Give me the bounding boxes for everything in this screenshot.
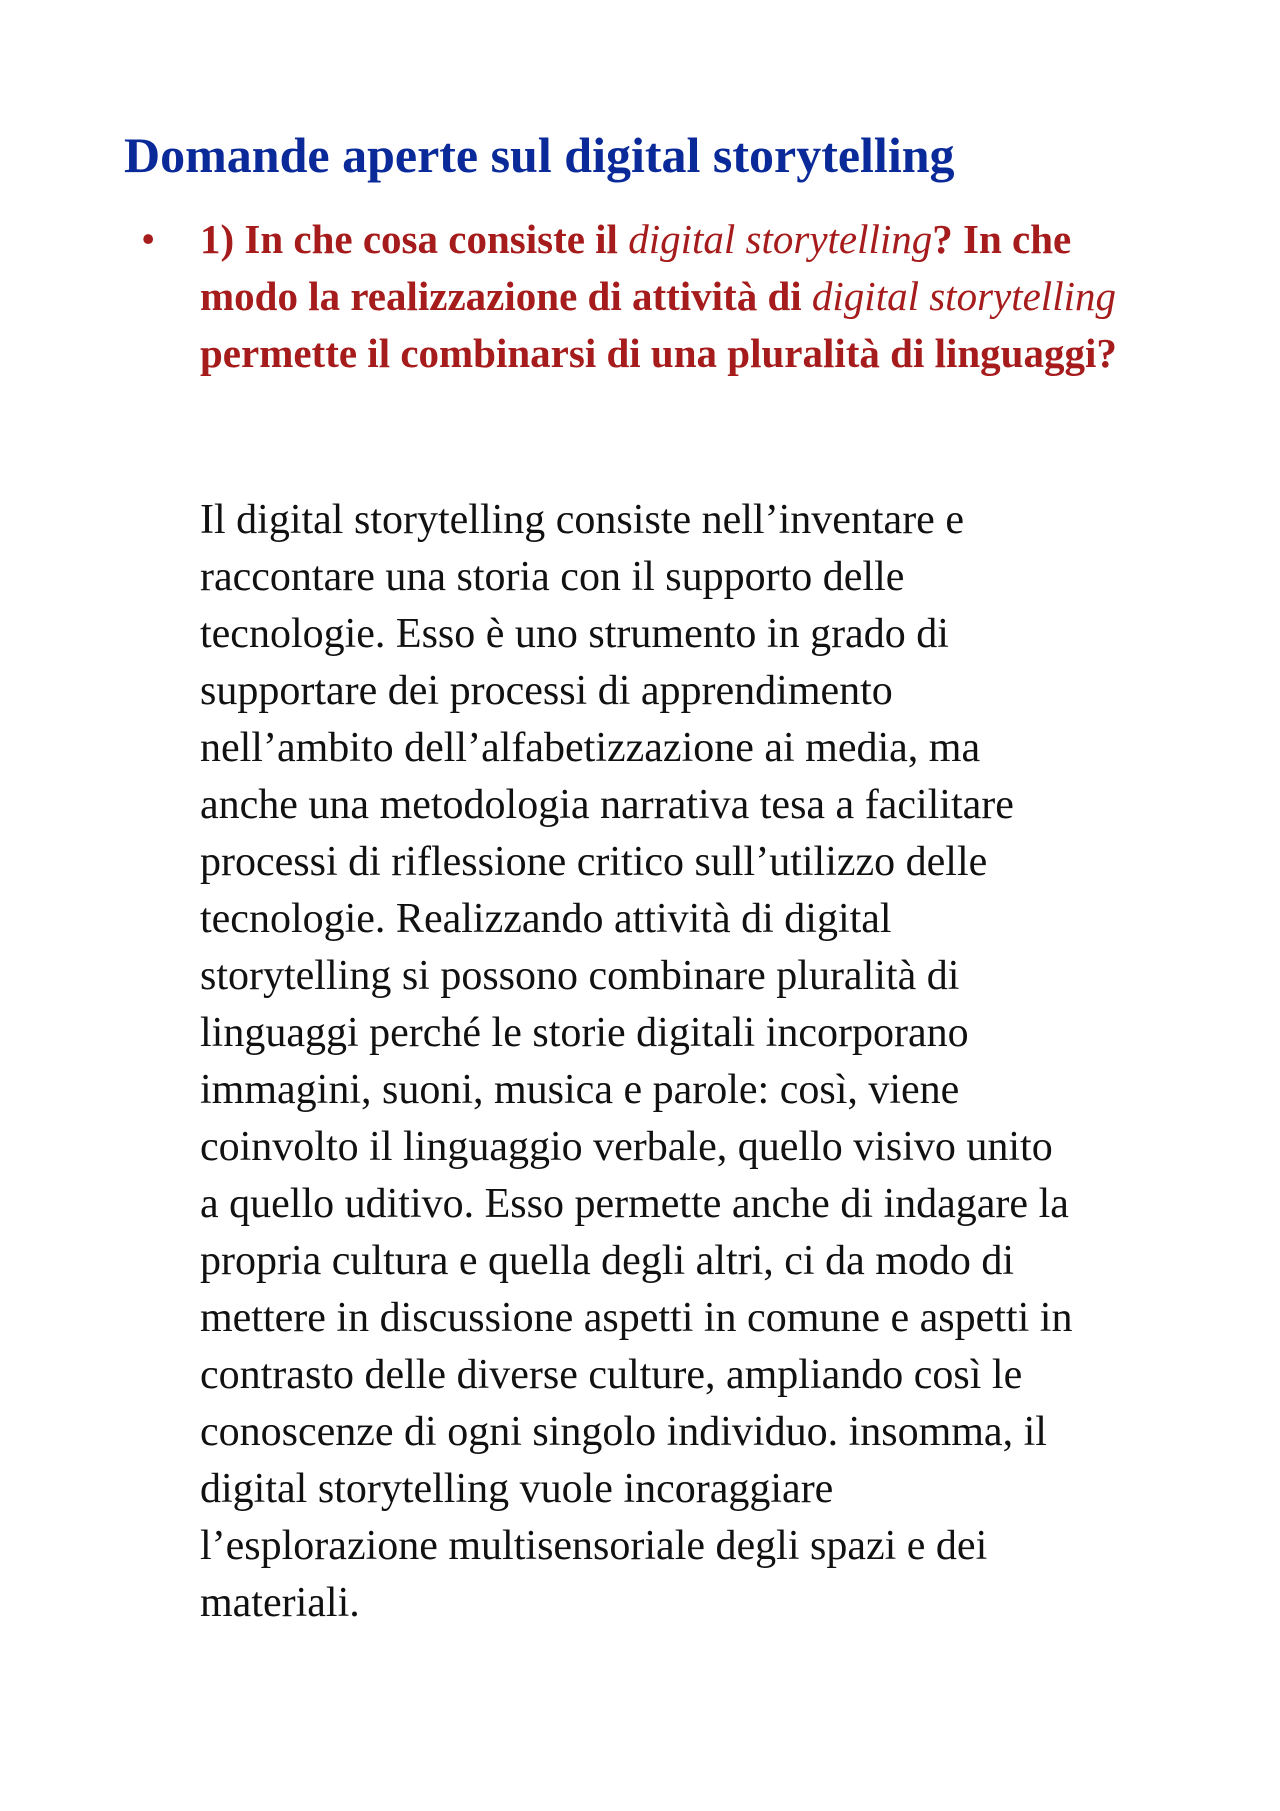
answer-line: processi di riflessione critico sull’utilizzo delle [200,839,988,885]
question-emphasis: digital storytelling [811,273,1116,319]
answer-line: tecnologie. Realizzando attività di digital [200,896,892,942]
answer-paragraph [200,492,1180,1632]
answer-line: contrasto delle diverse culture, ampliando così le [200,1352,1023,1398]
answer-line: digital storytelling vuole incoraggiare [200,1466,834,1512]
answer-line: Il digital storytelling consiste nell’inventare e [200,497,964,543]
question-emphasis: digital storytelling [628,216,933,262]
question-part: permette il combinarsi di una pluralità di linguaggi? [200,330,1117,376]
answer-line: tecnologie. Esso è uno strumento in grado di [200,611,949,657]
answer-line: materiali. [200,1580,360,1626]
answer-line: coinvolto il linguaggio verbale, quello visivo unito [200,1124,1053,1170]
answer-line: a quello uditivo. Esso permette anche di indagare la [200,1181,1069,1227]
bullet-icon: • [141,216,156,262]
answer-line: storytelling si possono combinare pluralità di [200,953,960,999]
answer-line: l’esplorazione multisensoriale degli spazi e dei [200,1523,988,1569]
answer-line: supportare dei processi di apprendimento [200,668,893,714]
question-part: ? In che modo la realizzazione di attività di [200,216,1072,319]
page-title: Domande aperte sul digital storytelling [124,127,955,183]
question-part: 1) In che cosa consiste il [200,216,629,262]
answer-line: conoscenze di ogni singolo individuo. insomma, il [200,1409,1047,1455]
answer-line: immagini, suoni, musica e parole: così, viene [200,1067,960,1113]
answer-line: linguaggi perché le storie digitali incorporano [200,1010,969,1056]
answer-line: propria cultura e quella degli altri, ci da modo di [200,1238,1015,1284]
answer-line: nell’ambito dell’alfabetizzazione ai media, ma [200,725,981,771]
question-text [200,211,1120,382]
answer-line: raccontare una storia con il supporto delle [200,554,905,600]
answer-line: mettere in discussione aspetti in comune e aspetti in [200,1295,1073,1341]
answer-line: anche una metodologia narrativa tesa a facilitare [200,782,1014,828]
